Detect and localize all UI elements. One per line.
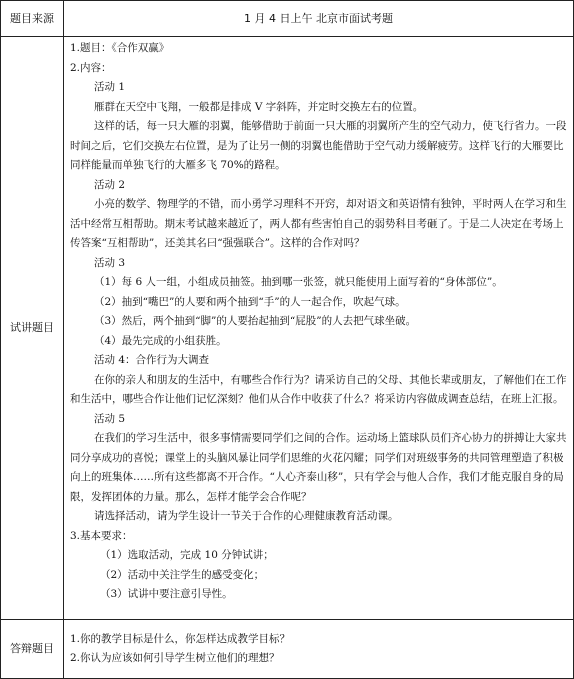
activity2-paragraph: 小亮的数学、物理学的不错，而小勇学习理科不开窍，却对语文和英语情有独钟，平时两人在学习和生活中经常互相帮助。期末考试越来越近了，两人都有些害怕自己的弱势科目考砸了。于是二人决定在考场上传答案“互相帮助”，还美其名曰“强强联合”。这样的合作对吗？ xyxy=(70,198,567,249)
source-row xyxy=(1,1,574,37)
defense-label: 答辩题目 xyxy=(1,620,64,679)
activity5-paragraph-2: 请选择活动，请为学生设计一节关于合作的心理健康教育活动课。 xyxy=(94,510,399,522)
lecture-label: 试讲题目 xyxy=(1,37,64,620)
activity4-paragraph: 在你的亲人和朋友的生活中，有哪些合作行为？请采访自己的父母、其他长辈或朋友，了解他们在工作和生活中，哪些合作让他们记忆深刻？他们从合作中收获了什么？将采访内容做成调查总结，在班上汇报。 xyxy=(70,373,567,405)
activity4-title: 活动 4：合作行为大调查 xyxy=(94,354,210,366)
content-heading: 2.内容： xyxy=(70,61,112,74)
activity3-item: （2）抽到“嘴巴”的人要和两个抽到“手”的人一起合作，吹起气球。 xyxy=(94,295,406,308)
defense-question: 1.你的教学目标是什么，你怎样达成教学目标？ xyxy=(70,632,291,645)
activity1-paragraph-1: 雁群在天空中飞翔，一般都是排成 V 字斜阵，并定时交换左右的位置。 xyxy=(94,100,424,113)
activity3-item: （4）最先完成的小组获胜。 xyxy=(94,334,227,347)
defense-question: 2.你认为应该如何引导学生树立他们的理想？ xyxy=(70,652,280,664)
requirement-item: （3）试讲中要注意引导性。 xyxy=(100,588,233,600)
requirements-heading: 3.基本要求： xyxy=(70,529,133,542)
requirement-item: （2）活动中关注学生的感受变化； xyxy=(100,568,265,581)
source-value: 1 月 4 日上午 北京市面试考题 xyxy=(64,1,574,37)
defense-content-cell xyxy=(64,620,574,679)
activity2-title: 活动 2 xyxy=(94,178,126,191)
defense-row xyxy=(1,620,574,679)
defense-content xyxy=(64,630,573,669)
lecture-content xyxy=(64,37,573,607)
activity1-title: 活动 1 xyxy=(94,81,126,93)
activity3-item: （3）然后，两个抽到“脚”的人要抬起抽到“屁股”的人去把气球坐破。 xyxy=(94,315,417,327)
lecture-title: 1.题目：《合作双赢》 xyxy=(70,42,170,54)
activity5-paragraph-1: 在我们的学习生活中，很多事情需要同学们之间的合作。运动场上篮球队员们齐心协力的拼搏让大家共同分享成功的喜悦；课堂上的头脑风暴让同学们思维的火花闪耀；同学们对班级事务的共同管理塑造了积极向上的班集体……所有这些都离不开合作。“人心齐泰山移”，只有学会与他人合作，我们才能克服自身的局限，发挥团体的力量。那么，怎样才能学会合作呢？ xyxy=(70,432,567,503)
activity1-paragraph-2: 这样的话，每一只大雁的羽翼，能够借助于前面一只大雁的羽翼所产生的空气动力，使飞行省力。一段时间之后，它们交换左右位置，是为了让另一侧的羽翼也能借助于空气动力缓解疲劳。这样飞行的大雁要比同样能量而单独飞行的大雁多飞 70%的路程。 xyxy=(70,120,567,171)
lecture-row xyxy=(1,37,574,620)
activity3-item: （1）每 6 人一组，小组成员抽签。抽到哪一张签，就只能使用上面写着的“身体部位”。 xyxy=(94,276,503,288)
requirement-item: （1）选取活动，完成 10 分钟试讲； xyxy=(100,549,274,561)
source-label: 题目来源 xyxy=(1,1,64,37)
lecture-content-cell xyxy=(64,37,574,620)
activity3-title: 活动 3 xyxy=(94,256,126,269)
activity5-title: 活动 5 xyxy=(94,412,126,425)
